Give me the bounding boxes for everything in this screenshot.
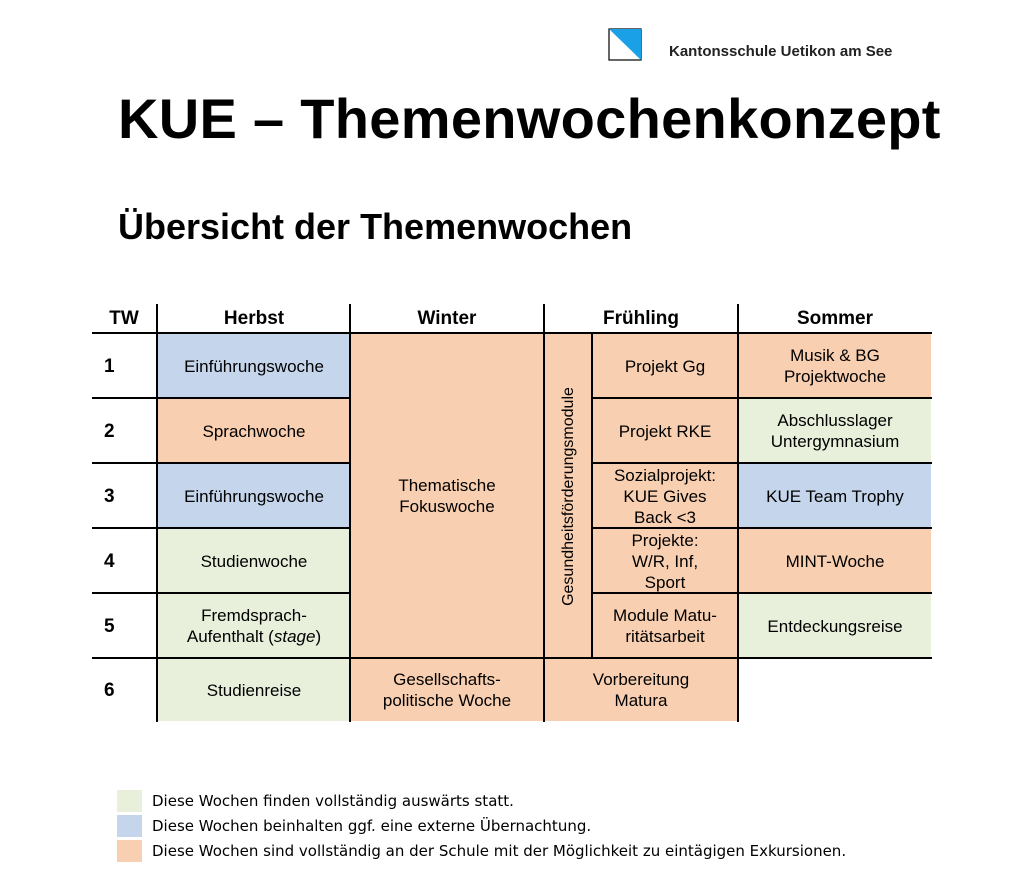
header-herbst: Herbst bbox=[223, 308, 285, 329]
herbst-stage-text: Fremdsprach- Aufenthalt (stage) bbox=[186, 606, 322, 646]
vertical-label: Gesundheitsförderungsmodule bbox=[559, 386, 577, 606]
canton-logo-icon bbox=[608, 28, 642, 61]
tw-number: 5 bbox=[104, 615, 115, 637]
herbst-cell-stage bbox=[158, 594, 350, 658]
legend-swatch-green bbox=[117, 790, 142, 812]
grid-line bbox=[92, 332, 932, 334]
tw-number: 3 bbox=[104, 485, 115, 507]
grid-line bbox=[92, 527, 350, 529]
page-title: KUE – Themenwochenkonzept bbox=[118, 87, 941, 150]
grid-line bbox=[591, 592, 932, 594]
header-winter: Winter bbox=[417, 308, 477, 329]
sommer-cell: KUE Team Trophy bbox=[739, 464, 931, 528]
header-sommer: Sommer bbox=[796, 308, 874, 329]
legend-text: Diese Wochen beinhalten ggf. eine externe Übernachtung. bbox=[152, 817, 592, 835]
grid-line bbox=[591, 462, 932, 464]
legend-item-green bbox=[117, 790, 514, 812]
herbst-cell: Studienwoche bbox=[158, 529, 350, 593]
fruehling-cell: Projekt RKE bbox=[593, 399, 737, 463]
school-name: Kantonsschule Uetikon am See bbox=[669, 43, 893, 60]
fruehling-cell: Vorbereitung Matura bbox=[545, 659, 737, 721]
tw-number: 1 bbox=[104, 355, 115, 377]
grid-line bbox=[543, 304, 545, 722]
legend-text: Diese Wochen sind vollständig an der Schule mit der Möglichkeit zu eintägigen Exkursionen. bbox=[152, 842, 847, 860]
fruehling-cell: Sozialprojekt: KUE Gives Back <3 bbox=[593, 464, 737, 528]
sommer-cell: MINT-Woche bbox=[739, 529, 931, 593]
header-tw: TW bbox=[109, 308, 139, 329]
tw-number: 4 bbox=[104, 550, 115, 572]
grid-line bbox=[92, 657, 932, 659]
grid-line bbox=[349, 304, 351, 722]
herbst-cell: Sprachwoche bbox=[158, 399, 350, 463]
sommer-cell: Entdeckungsreise bbox=[739, 594, 931, 658]
legend-swatch-blue bbox=[117, 815, 142, 837]
grid-line bbox=[737, 304, 739, 722]
winter-cell: Gesellschafts- politische Woche bbox=[351, 659, 543, 721]
header-fruehling: Frühling bbox=[603, 308, 679, 329]
grid-line bbox=[156, 304, 158, 722]
sommer-cell: Abschlusslager Untergymnasium bbox=[739, 399, 931, 463]
fruehling-vertical-module bbox=[545, 334, 591, 658]
grid-line bbox=[92, 397, 350, 399]
grid-line bbox=[591, 397, 932, 399]
grid-line bbox=[92, 462, 350, 464]
legend-swatch-orange bbox=[117, 840, 142, 862]
herbst-cell: Studienreise bbox=[158, 659, 350, 721]
grid-line bbox=[92, 592, 350, 594]
tw-number: 2 bbox=[104, 420, 115, 442]
legend-item-orange bbox=[117, 840, 846, 862]
tw-number: 6 bbox=[104, 679, 115, 701]
herbst-cell: Einführungswoche bbox=[158, 464, 350, 528]
fruehling-cell: Projekt Gg bbox=[593, 334, 737, 398]
herbst-cell: Einführungswoche bbox=[158, 334, 350, 398]
grid-line bbox=[591, 527, 932, 529]
page-subtitle: Übersicht der Themenwochen bbox=[118, 206, 633, 247]
sommer-cell: Musik & BG Projektwoche bbox=[739, 334, 931, 398]
grid-line bbox=[591, 333, 593, 659]
legend-text: Diese Wochen finden vollständig auswärts statt. bbox=[152, 792, 514, 810]
winter-fokuswoche: Thematische Fokuswoche bbox=[351, 334, 543, 658]
fruehling-cell: Projekte: W/R, Inf, Sport bbox=[593, 529, 737, 593]
legend-item-blue bbox=[117, 815, 591, 837]
fruehling-cell: Module Matu- ritätsarbeit bbox=[593, 594, 737, 658]
